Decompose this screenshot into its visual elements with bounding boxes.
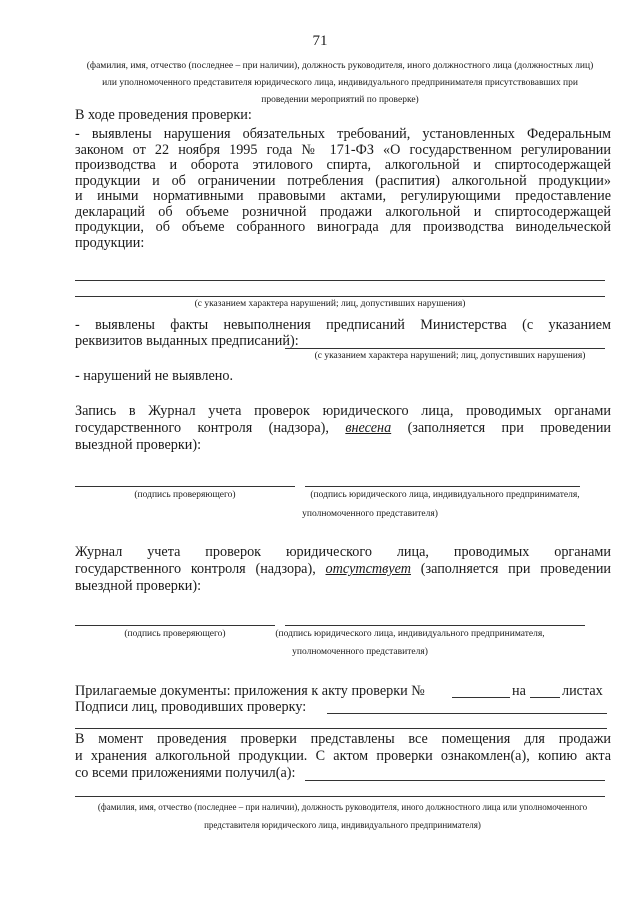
journal-absent-text-a: государственного контроля (надзора),: [75, 561, 316, 577]
attachment-sheets-count-line[interactable]: [530, 697, 560, 698]
journal-absent-signature-line-left[interactable]: [75, 625, 275, 626]
journal-absent-text-b: (заполняется при проведении: [420, 561, 612, 577]
violations-paragraph: [75, 127, 611, 251]
journal-made-line-1: Запись в Журнал учета проверок юридического лица, проводимых органами: [75, 403, 611, 419]
final-caption-1: (фамилия, имя, отчество (последнее – при наличии), должность руководителя, иного должностного лица или уполномоченного: [97, 802, 588, 812]
top-caption-line-3: проведении мероприятий по проверке): [261, 95, 419, 105]
no-violations: - нарушений не выявлено.: [75, 368, 234, 384]
page-number: 71: [312, 33, 328, 49]
received-by-line-2[interactable]: [75, 796, 605, 797]
violations-line-last: продукции:: [75, 234, 145, 251]
prescriptions-caption: (с указанием характера нарушений; лиц, допустивших нарушения): [314, 351, 586, 361]
journal-made-sig-right-caption-2: уполномоченного представителя): [302, 509, 438, 519]
final-line-3: со всеми приложениями получил(а):: [75, 765, 296, 781]
attachments-sheets-word: листах: [562, 683, 603, 699]
violations-fill-line-1[interactable]: [75, 280, 605, 281]
inspector-signatures-line-1[interactable]: [327, 713, 607, 714]
inspector-signatures-line-2[interactable]: [75, 728, 607, 729]
journal-absent-signature-line-right[interactable]: [285, 625, 585, 626]
violations-line: продукции и об ограничении потребления (распития) алкогольной продукции»: [75, 172, 611, 189]
violations-line: производства и оборота этилового спирта, алкогольной и спиртосодержащей: [75, 157, 611, 173]
journal-made-line-2: [75, 421, 611, 437]
journal-made-status: внесена: [345, 420, 392, 436]
final-caption-2: представителя юридического лица, индивидуального предпринимателя): [204, 820, 481, 830]
final-line-1: В момент проведения проверки представлены все помещения для продажи: [75, 731, 611, 747]
prescriptions-line-2: реквизитов выданных предписаний):: [75, 333, 299, 349]
journal-absent-sig-right-caption-1: (подпись юридического лица, индивидуального предпринимателя,: [275, 629, 545, 639]
journal-absent-sig-right-caption-2: уполномоченного представителя): [292, 647, 428, 657]
journal-made-sig-left-caption: (подпись проверяющего): [134, 490, 236, 500]
journal-absent-line-1: Журнал учета проверок юридического лица, проводимых органами: [75, 544, 611, 560]
received-by-line-1[interactable]: [305, 780, 605, 781]
journal-absent-sig-left-caption: (подпись проверяющего): [124, 629, 226, 639]
journal-made-sig-right-caption-1: (подпись юридического лица, индивидуального предпринимателя,: [310, 490, 580, 500]
journal-made-text-a: государственного контроля (надзора),: [75, 420, 329, 436]
violations-fill-line-2[interactable]: [75, 296, 605, 297]
prescriptions-line-1: - выявлены факты невыполнения предписаний Министерства (с указанием: [75, 317, 611, 333]
violations-line: продукции, об объеме собранного винограда для производства винодельческой: [75, 219, 611, 235]
journal-absent-status: отсутствует: [325, 561, 411, 577]
prescriptions-fill-line[interactable]: [285, 348, 605, 349]
top-caption-line-2: или уполномоченного представителя юридического лица, индивидуального предпринимателя присутствовавших при: [102, 78, 578, 88]
journal-made-line-3: выездной проверки):: [75, 437, 202, 453]
journal-absent-line-2: [75, 562, 611, 578]
violations-line: и иными нормативными правовыми актами, регулирующими предоставление: [75, 188, 611, 204]
journal-made-text-b: (заполняется при проведении: [407, 420, 612, 436]
final-line-2: и хранения алкогольной продукции. С актом проверки ознакомлен(а), копию акта: [75, 748, 611, 764]
attachments-text: Прилагаемые документы: приложения к акту проверки №: [75, 683, 425, 699]
attachments-na: на: [512, 683, 526, 699]
violations-line: - выявлены нарушения обязательных требований, установленных Федеральным: [75, 126, 611, 142]
inspector-signatures-label: Подписи лиц, проводивших проверку:: [75, 699, 307, 715]
journal-absent-line-3: выездной проверки):: [75, 578, 202, 594]
violations-line: законом от 22 ноября 1995 года № 171-ФЗ «О государственном регулировании: [75, 141, 611, 158]
violations-line: деклараций об объеме розничной продажи алкогольной и спиртосодержащей: [75, 203, 611, 220]
inspection-heading: В ходе проведения проверки:: [75, 107, 252, 123]
violations-caption: (с указанием характера нарушений; лиц, допустивших нарушения): [194, 299, 466, 309]
journal-made-signature-line-left[interactable]: [75, 486, 295, 487]
attachment-number-line[interactable]: [452, 697, 510, 698]
top-caption-line-1: (фамилия, имя, отчество (последнее – при наличии), должность руководителя, иного должностного лица (должностных лиц): [86, 61, 594, 71]
journal-made-signature-line-right[interactable]: [305, 486, 580, 487]
